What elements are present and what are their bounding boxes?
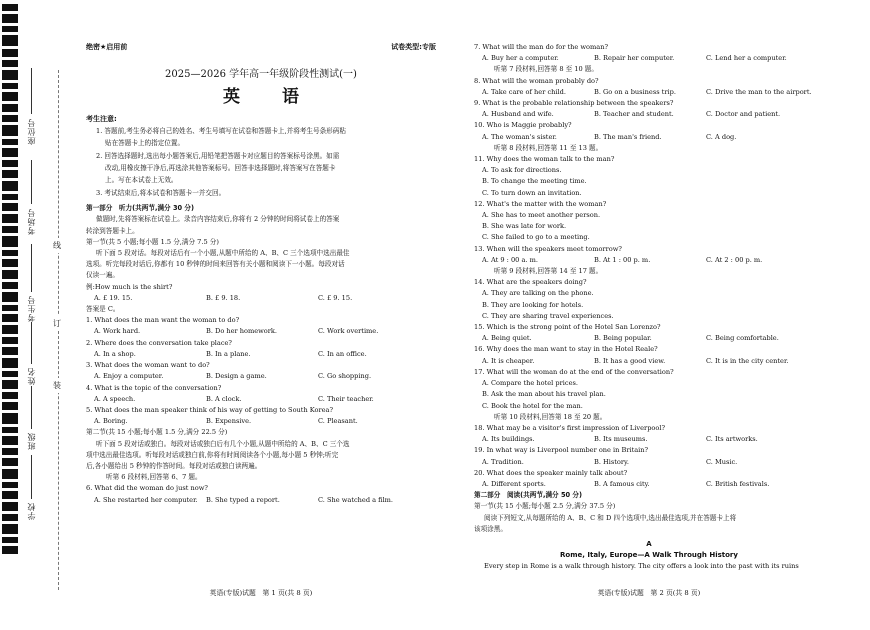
option: C. At 2 : 00 p. m.	[706, 255, 763, 264]
note-line: 贴在答题卡上的指定位置。	[105, 139, 185, 148]
option: C. British festivals.	[706, 479, 770, 488]
question-options	[86, 349, 436, 360]
option: B. In a plane.	[206, 349, 251, 358]
student-number-label: 考生号	[27, 295, 36, 322]
option: A. Buy her a computer.	[482, 54, 559, 63]
barcode-bar	[2, 337, 18, 344]
barcode-bar	[2, 546, 18, 554]
option: A. It is cheaper.	[482, 356, 535, 365]
note-line: 2. 回答选择题时,选出每小题答案后,用铅笔把答题卡对应题目的答案标号涂黑。如需	[96, 151, 340, 160]
barcode-bar	[2, 49, 18, 57]
question-list	[86, 315, 436, 427]
reading-intro-line: 阅读下列短文,从每题所给的 A、B、C 和 D 四个选项中,选出最佳选项,并在答题卡上将	[484, 513, 737, 522]
option: C. Pleasant.	[318, 417, 358, 426]
barcode-bar	[2, 4, 18, 11]
option: C. She failed to go to a meeting.	[482, 233, 590, 242]
note-line: 上。写在本试卷上无效。	[105, 176, 178, 185]
barcode-bar	[2, 181, 18, 191]
question-options	[86, 416, 436, 427]
option: B. Its museums.	[594, 435, 648, 444]
barcode-bar	[2, 514, 18, 521]
option: B. Ask the man about his travel plan.	[482, 390, 606, 399]
barcode-bar	[2, 139, 18, 145]
part-1-heading: 第一部分 听力(共两节,满分 30 分)	[86, 204, 195, 213]
question-list	[474, 42, 824, 490]
listening-instruction: 听第 7 段材料,回答第 8 至 10 题。	[494, 65, 598, 74]
barcode-bar	[2, 115, 18, 122]
option: A. Boring.	[94, 417, 128, 426]
barcode-bar	[2, 502, 18, 511]
barcode-bar	[2, 170, 18, 178]
school-label: 学校	[27, 502, 36, 520]
question-text: 10. Who is Maggie probably?	[474, 121, 572, 130]
example-question: 例:How much is the shirt?	[86, 282, 173, 291]
option: C. Their teacher.	[318, 394, 374, 403]
page-2-footer: 英语(专版)试题 第 2 页(共 8 页)	[597, 589, 701, 597]
passage-letter: A	[646, 539, 652, 548]
barcode-bar	[2, 427, 18, 433]
option: B. Repair her computer.	[594, 54, 675, 63]
barcode-bar	[2, 259, 18, 267]
option: C. It is in the city center.	[706, 356, 789, 365]
barcode-bar	[2, 392, 18, 399]
question-options	[474, 479, 824, 490]
passage-text: Every step in Rome is a walk through history. The city offers a look into the past with its ruins	[484, 562, 799, 571]
option: B. Being popular.	[594, 334, 652, 343]
option: C. Doctor and patient.	[706, 110, 781, 119]
part-1-intro-line: 做题时,先将答案标在试卷上。录音内容结束后,你将有 2 分钟的时间将试卷上的答案	[96, 215, 340, 224]
option: A. She restarted her computer.	[94, 495, 198, 504]
option: A. In a shop.	[94, 349, 136, 358]
option: B. £ 9. 18.	[206, 293, 241, 302]
section-2-heading: 第二节(共 15 小题;每小题 1.5 分,满分 22.5 分)	[86, 428, 228, 437]
option: A. They are talking on the phone.	[482, 289, 594, 298]
section-2-intro-line: 听下面 5 段对话或独白。每段对话或独白后有几个小题,从题中所给的 A、B、C 三个选	[96, 439, 350, 448]
option: C. Book the hotel for the man.	[482, 401, 583, 410]
barcode-bar	[2, 436, 18, 445]
seat-number-line	[31, 68, 32, 114]
question-text: 7. What will the man do for the woman?	[474, 43, 608, 51]
listening-instruction: 听第 10 段材料,回答第 18 至 20 题。	[494, 412, 607, 421]
barcode-bar	[2, 491, 18, 499]
option: B. Design a game.	[206, 372, 267, 381]
barcode-bar	[2, 371, 18, 377]
binding-char-bind: 装	[53, 378, 61, 393]
option: B. History.	[594, 457, 629, 466]
section-1-intro-line: 仅读一遍。	[86, 271, 119, 280]
question-text: 20. What does the speaker mainly talk about?	[474, 468, 628, 477]
option: A. A speech.	[94, 394, 136, 403]
barcode-bar	[2, 194, 18, 200]
barcode-bar	[2, 26, 18, 32]
option: B. The man's friend.	[594, 132, 662, 141]
barcode-bar	[2, 325, 18, 334]
section-1-heading: 第一节(共 5 小题;每小题 1.5 分,满分 7.5 分)	[86, 237, 219, 246]
page-1-column	[86, 42, 436, 506]
barcode-bar	[2, 160, 18, 167]
option: A. Take care of her child.	[482, 87, 566, 96]
barcode-bar	[2, 537, 18, 543]
option: C. Its artworks.	[706, 435, 758, 444]
barcode-bar	[2, 104, 18, 112]
option: A. To ask for directions.	[482, 166, 562, 175]
barcode-bar	[2, 270, 18, 279]
option: A. At 9 : 00 a. m.	[482, 255, 538, 264]
barcode-bar	[2, 347, 18, 355]
question-text: 8. What will the woman probably do?	[474, 76, 599, 85]
option: B. She was late for work.	[482, 222, 567, 231]
barcode-bar	[2, 448, 18, 455]
part-1-intro-line: 转涂到答题卡上。	[86, 226, 139, 235]
question-text: 17. What will the woman do at the end of the conversation?	[474, 367, 674, 376]
section-1-intro-line: 听下面 5 段对话。每段对话后有一个小题,从题中所给的 A、B、C 三个选项中选出最佳	[96, 249, 350, 258]
listening-instruction: 听第 6 段材料,回答第 6、7 题。	[106, 473, 202, 482]
exam-room-label: 考场号	[27, 208, 36, 235]
listening-instruction: 听第 8 段材料,回答第 11 至 13 题。	[494, 143, 603, 152]
option: B. They are looking for hotels.	[482, 300, 584, 309]
question-options	[86, 326, 436, 337]
page-header	[86, 42, 436, 53]
option: B. It has a good view.	[594, 356, 666, 365]
name-label: 姓名	[27, 367, 36, 385]
school-line	[31, 455, 32, 499]
barcode-bar	[2, 305, 18, 311]
page-2-column	[474, 42, 824, 573]
barcode-bar	[2, 214, 18, 223]
option: C. She watched a film.	[318, 495, 394, 504]
option: A. Husband and wife.	[482, 110, 554, 119]
option: B. A clock.	[206, 394, 242, 403]
barcode-bar	[2, 524, 18, 534]
question-text: 6. What did the woman do just now?	[86, 484, 208, 493]
seat-number-label: 座位号	[27, 118, 36, 145]
question-text: 19. In what way is Liverpool number one in Britain?	[474, 446, 649, 455]
option: C. Being comfortable.	[706, 334, 779, 343]
section-1-intro-line: 选项。听完每段对话后,你都有 10 秒钟的时间来回答有关小题和阅读下一小题。每段对话	[86, 260, 345, 269]
name-line	[31, 322, 32, 364]
question-text: 1. What does the man want the woman to do?	[86, 316, 240, 325]
example-answer: 答案是 C。	[86, 305, 120, 314]
barcode-bar	[2, 469, 18, 479]
question-options	[86, 394, 436, 405]
option: C. Drive the man to the airport.	[706, 87, 812, 96]
option: C. Work overtime.	[318, 327, 379, 336]
exam-title: 2025—2026 学年高一年级阶段性测试(一)	[165, 69, 357, 81]
confidential-mark: 绝密★启用前	[86, 43, 128, 51]
part-2-heading: 第二部分 阅读(共两节,满分 50 分)	[474, 491, 583, 500]
barcode-bar	[2, 413, 18, 424]
barcode-bar	[2, 125, 18, 136]
option: C. Go shopping.	[318, 372, 372, 381]
option: A. Tradition.	[482, 457, 524, 466]
student-number-line	[31, 244, 32, 292]
question-text: 16. Why does the man want to stay in the Hotel Reale?	[474, 345, 658, 354]
question-text: 9. What is the probable relationship between the speakers?	[474, 99, 674, 108]
reading-section-1-heading: 第一节(共 15 小题;每小题 2.5 分,满分 37.5 分)	[474, 502, 616, 511]
binding-strip	[0, 0, 82, 630]
notes-heading: 考生注意:	[86, 114, 117, 123]
option: B. Go on a business trip.	[594, 87, 676, 96]
question-text: 18. What may be a visitor's first impression of Liverpool?	[474, 423, 666, 432]
question-options	[474, 255, 824, 266]
option: A. Enjoy a computer.	[94, 372, 164, 381]
barcode-bar	[2, 203, 18, 211]
option: B. Expensive.	[206, 417, 252, 426]
note-line: 3. 考试结束后,将本试卷和答题卡一并交回。	[96, 188, 226, 197]
option: B. Do her homework.	[206, 327, 278, 336]
option: A. Work hard.	[94, 327, 141, 336]
option: B. To change the meeting time.	[482, 177, 587, 186]
barcode-pattern	[2, 4, 18, 557]
exam-room-line	[31, 160, 32, 204]
option: A. The woman's sister.	[482, 132, 557, 141]
reading-intro-line: 该项涂黑。	[474, 524, 507, 533]
option: A. Compare the hotel prices.	[482, 379, 578, 388]
listening-instruction: 听第 9 段材料,回答第 14 至 17 题。	[494, 267, 603, 276]
question-options	[474, 87, 824, 98]
question-text: 14. What are the speakers doing?	[474, 278, 587, 287]
question-text: 2. Where does the conversation take place?	[86, 338, 232, 347]
section-2-intro-line: 项中选出最佳选项。听每段对话或独白前,你将有时间阅读各个小题,每小题 5 秒钟;听完	[86, 450, 339, 459]
barcode-bar	[2, 458, 18, 466]
question-options	[474, 457, 824, 468]
note-line: 1. 答题前,考生务必将自己的姓名、考生号填写在试卷和答题卡上,并将考生号条形码粘	[96, 126, 346, 135]
passage-title: Rome, Italy, Europe—A Walk Through History	[560, 551, 738, 560]
barcode-bar	[2, 60, 18, 67]
question-options	[474, 356, 824, 367]
question-options	[474, 132, 824, 143]
barcode-bar	[2, 92, 18, 101]
class-line	[31, 386, 32, 429]
option: C. A dog.	[706, 132, 737, 141]
option: B. She typed a report.	[206, 495, 280, 504]
option: A. Different sports.	[482, 479, 546, 488]
barcode-bar	[2, 358, 18, 368]
question-options	[86, 371, 436, 382]
barcode-bar	[2, 14, 18, 23]
page-1-footer: 英语(专版)试题 第 1 页(共 8 页)	[209, 589, 313, 597]
binding-char-line: 线	[53, 238, 61, 253]
question-text: 5. What does the man speaker think of his way of getting to South Korea?	[86, 405, 334, 414]
option: B. At 1 : 00 p. m.	[594, 255, 651, 264]
option: B. A famous city.	[594, 479, 650, 488]
example-options	[86, 293, 436, 304]
barcode-bar	[2, 83, 18, 89]
question-text: 15. Which is the strong point of the Hotel San Lorenzo?	[474, 323, 661, 332]
option: A. Its buildings.	[482, 435, 535, 444]
option: C. They are sharing travel experiences.	[482, 311, 614, 320]
note-line: 改动,用橡皮擦干净后,再选涂其他答案标号。回答非选择题时,将答案写在答题卡	[105, 164, 336, 173]
binding-char-order: 订	[53, 316, 61, 331]
question-text: 11. Why does the woman talk to the man?	[474, 155, 615, 164]
barcode-bar	[2, 250, 18, 256]
question-options	[474, 109, 824, 120]
barcode-bar	[2, 282, 18, 289]
option: A. Being quiet.	[482, 334, 532, 343]
question-text: 12. What's the matter with the woman?	[474, 199, 607, 208]
question-options	[474, 53, 824, 64]
barcode-bar	[2, 35, 18, 46]
barcode-bar	[2, 148, 18, 157]
question-text: 13. When will the speakers meet tomorrow?	[474, 244, 622, 253]
paper-type: 试卷类型:专版	[391, 43, 436, 51]
question-options	[86, 495, 436, 506]
barcode-bar	[2, 314, 18, 322]
option: A. She has to meet another person.	[482, 211, 601, 220]
option: C. In an office.	[318, 349, 367, 358]
question-options	[474, 434, 824, 445]
barcode-bar	[2, 226, 18, 233]
barcode-bar	[2, 482, 18, 488]
question-options	[474, 333, 824, 344]
barcode-bar	[2, 236, 18, 247]
option: C. To turn down an invitation.	[482, 188, 582, 197]
barcode-bar	[2, 292, 18, 302]
option: A. £ 19. 15.	[94, 293, 133, 302]
option: C. £ 9. 15.	[318, 293, 353, 302]
section-2-intro-line: 后,各小题给出 5 秒钟的作答时间。每段对话或独白读两遍。	[86, 461, 262, 470]
class-label: 班级	[27, 432, 36, 450]
option: C. Music.	[706, 457, 738, 466]
question-text: 4. What is the topic of the conversation?	[86, 383, 222, 392]
barcode-bar	[2, 402, 18, 410]
question-text: 3. What does the woman want to do?	[86, 361, 210, 370]
option: C. Lend her a computer.	[706, 54, 787, 63]
barcode-bar	[2, 70, 18, 80]
option: B. Teacher and student.	[594, 110, 674, 119]
barcode-bar	[2, 380, 18, 389]
subject-title: 英 语	[223, 87, 317, 108]
exam-notes	[86, 125, 436, 199]
